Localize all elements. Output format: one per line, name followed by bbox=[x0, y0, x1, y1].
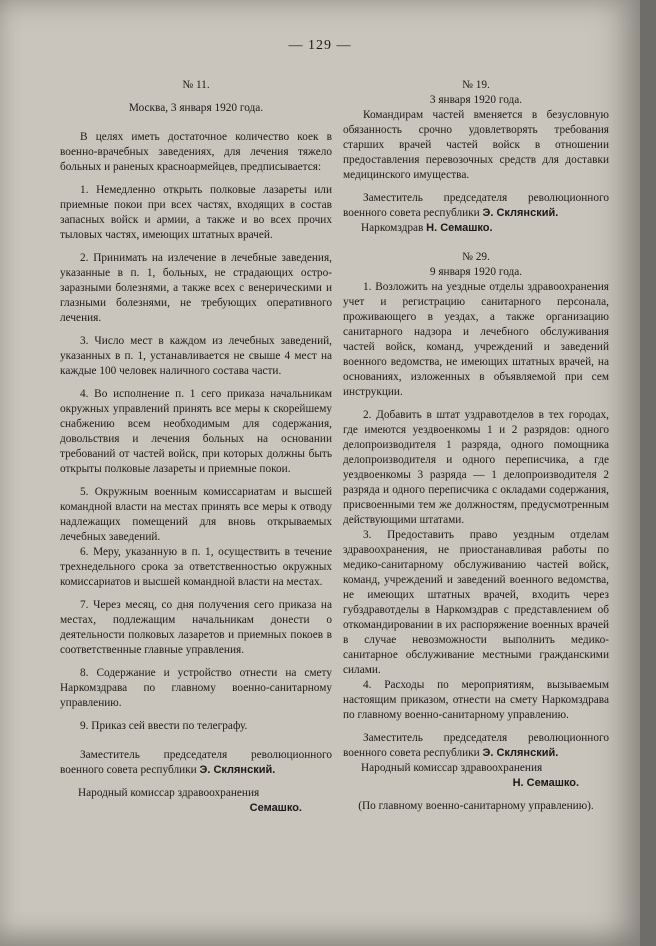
order-number-29: № 29. bbox=[462, 251, 490, 263]
left-column bbox=[60, 78, 332, 816]
order-item: 2. Добавить в штат уздравотделов в тех городах, где имеются уездвоенкомы 1 и 2 разрядов: одного делопроизводителя 1 разряда, одного помощника делопроизводителя и одного переписчика, а где уездвоенкомы 3 разряда — 1 делопроизводителя 2 разряда и одного переписчика с окладами содержания, присвоенными тем же должностям, предусмотренным действующими штатами. bbox=[343, 409, 609, 526]
order-item: 4. Во исполнение п. 1 сего приказа начальникам окружных управлений принять все меры к скорейшему снабжению всем необходимым для содержания, довольствия и лечения больных на основании требований от частей войск, при которых должны быть открыты полковые лазареты и приемные покои. bbox=[60, 388, 332, 475]
order-item: 3. Предоставить право уездным отделам здравоохранения, не приостанавливая работы по медико-санитарному обслуживанию частей войск, команд, учреждений и заведений военного ведомства, не имеющих штатных врачей, входить через губздравотделы в Наркомздрав с представлением об откомандировании в их распоряжение военных врачей в случае невозможности выполнить медико-санитарное обслуживание местными гражданскими силами. bbox=[343, 529, 609, 676]
signature-name: Н. Семашко. bbox=[512, 777, 579, 789]
signature-role: Заместитель председателя революционного военного совета республики bbox=[343, 732, 609, 759]
signature-name: Э. Склянский. bbox=[482, 747, 559, 759]
signature-role: Народный комиссар здравоохранения bbox=[361, 762, 543, 774]
scan-edge bbox=[640, 0, 656, 946]
signature-block bbox=[343, 731, 609, 761]
order-number-11: № 11. bbox=[182, 79, 210, 91]
order-text: Командирам частей вменяется в безусловную обязанность срочно удовлетворять требования старших врачей частей войск в отношении предоставления перевозочных средств для доставки медицинского имущества. bbox=[343, 109, 609, 181]
signature-name: Н. Семашко. bbox=[426, 222, 493, 234]
right-column bbox=[343, 78, 609, 814]
signature-block bbox=[343, 191, 609, 221]
order-item: 1. Возложить на уездные отделы здравоохранения учет и регистрацию санитарного персонала, проживающего в уездах, а также организацию санитарного надзора и лечебного обслуживания частей войск, команд, учреждений и заведений военного ведомства, не имеющих штатных врачей, на основаниях, изложенных в объявляемой при сем инструкции. bbox=[343, 281, 609, 398]
signature-role: Заместитель председателя революционного военного совета республики bbox=[60, 749, 332, 776]
order-item: 7. Через месяц, со дня получения сего приказа на местах, подлежащим начальникам донести о деятельности полковых лазаретов и приемных покоев в соответственные главные управления. bbox=[60, 599, 332, 656]
signature-name: Э. Склянский. bbox=[482, 207, 559, 219]
place-date: Москва, 3 января 1920 года. bbox=[128, 102, 264, 114]
order-item: 9. Приказ сей ввести по телеграфу. bbox=[80, 720, 248, 732]
signature-role: Народный комиссар здравоохранения bbox=[78, 787, 260, 799]
signature-block bbox=[343, 221, 609, 236]
signature-block bbox=[60, 748, 332, 778]
order-item: 8. Содержание и устройство отнести на смету Наркомздрава по главному военно-санитарному управлению. bbox=[60, 667, 332, 709]
order-item: 3. Число мест в каждом из лечебных заведений, указанных в п. 1, устанавливается не свыше 4 мест на каждые 100 человек наличного состава части. bbox=[60, 335, 332, 377]
order-item: 1. Немедленно открыть полковые лазареты или приемные покои при всех частях, входящих в состав запасных войск и армии, а также и во всех прочих тыловых частях, имеющих штатных врачей. bbox=[60, 184, 332, 241]
order-date: 3 января 1920 года. bbox=[429, 94, 523, 106]
intro-paragraph: В целях иметь достаточное количество коек в военно-врачебных заведениях, для лечения тяжело больных и раненых красноармейцев, предписывается: bbox=[60, 131, 332, 173]
signature-name: Семашко. bbox=[249, 802, 302, 814]
order-item: 6. Меру, указанную в п. 1, осуществить в течение трехнедельного срока за ответственностью окружных комиссариатов и высшей командной власти на местах. bbox=[60, 546, 332, 588]
signature-role: Заместитель председателя революционного военного совета республики bbox=[343, 192, 609, 219]
order-date: 9 января 1920 года. bbox=[429, 266, 523, 278]
page-number: — 129 — bbox=[288, 38, 352, 53]
signature-role: Наркомздрав bbox=[361, 222, 424, 234]
signature-name: Э. Склянский. bbox=[199, 764, 276, 776]
order-item: 4. Расходы по мероприятиям, вызываемым настоящим приказом, отнести на смету Наркомздрава по главному военно-санитарному управлению. bbox=[343, 679, 609, 721]
footnote: (По главному военно-санитарному управлению). bbox=[358, 800, 594, 812]
order-item: 5. Окружным военным комиссариатам и высшей командной власти на местах принять все меры к отводу надлежащих помещений для вновь открываемых лечебных заведений. bbox=[60, 486, 332, 543]
order-number-19: № 19. bbox=[462, 79, 490, 91]
order-item: 2. Принимать на излечение в лечебные заведения, указанные в п. 1, больных, не страдающих остро-заразными болезнями, а также всех с венерическими и глазными болезнями, не требующих оперативного лечения. bbox=[60, 252, 332, 324]
